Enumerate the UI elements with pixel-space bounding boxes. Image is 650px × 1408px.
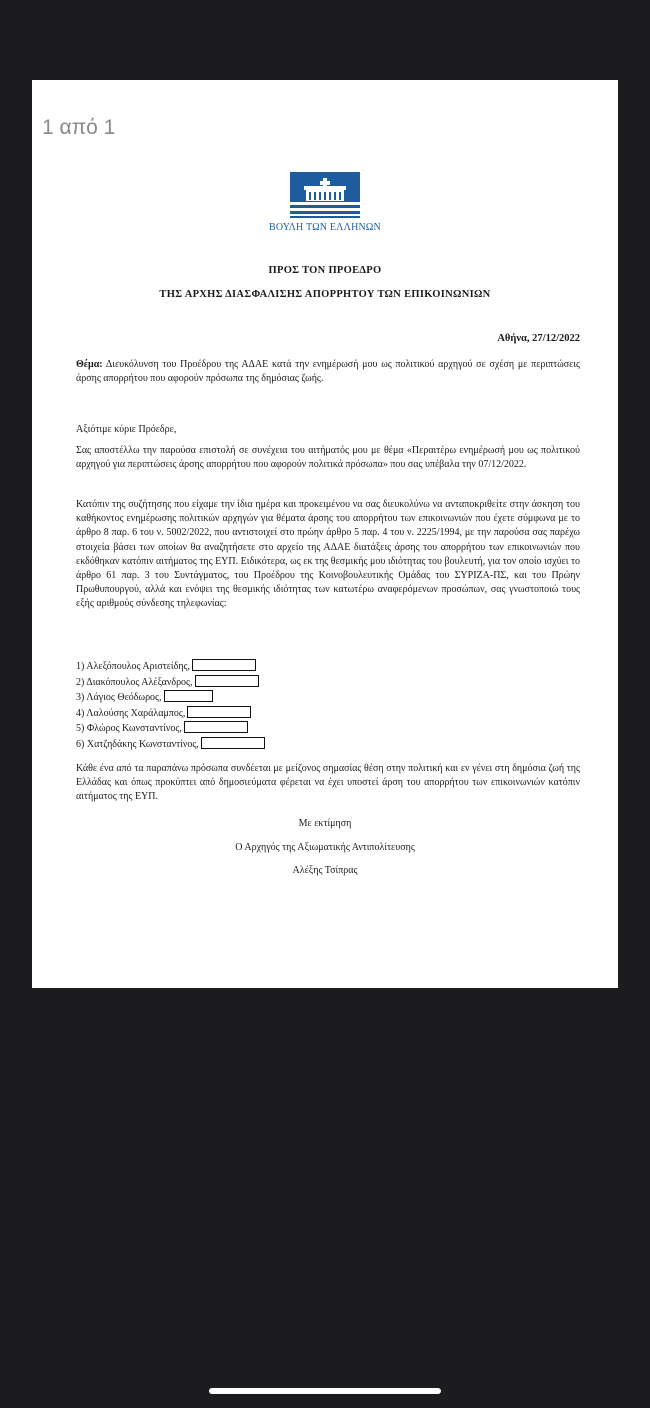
home-indicator[interactable] <box>209 1388 441 1394</box>
page-counter: 1 από 1 <box>42 116 116 139</box>
list-number: 3) <box>76 692 85 704</box>
list-number: 5) <box>76 723 85 735</box>
list-name: Λάγιος Θεόδωρος, <box>86 692 162 704</box>
redaction-box <box>184 721 248 733</box>
list-name: Λαλούσης Χαράλαμπος, <box>86 707 186 719</box>
list-name: Διακόπουλος Αλέξανδρος, <box>86 676 193 688</box>
subject-text: Διευκόλυνση του Προέδρου της ΑΔΑΕ κατά την ενημέρωσή μου ως πολιτικού αρχηγού σε σχέση με περιπτώσεις άρσης απορρήτου που αφορούν πρόσωπα της δημόσιας ζωής. <box>76 359 580 385</box>
subject-label: Θέμα: <box>76 359 103 370</box>
recipient-line-2: ΤΗΣ ΑΡΧΗΣ ΔΙΑΣΦΑΛΙΣΗΣ ΑΠΟΡΡΗΤΟΥ ΤΩΝ ΕΠΙΚΟΙΝΩΝΙΩΝ <box>159 289 491 300</box>
closing-salutation: Με εκτίμηση <box>298 818 352 829</box>
list-item <box>76 737 265 753</box>
list-name: Φλώρος Κωνσταντίνος, <box>86 723 182 735</box>
paragraph-3: Κάθε ένα από τα παραπάνω πρόσωπα συνδέεται με μείζονος σημασίας θέση στην πολιτική και εν γένει στη δημόσια ζωή της Ελλάδας και όπως προκύπτει από δημοσιεύματα φέρεται να έχει υποστεί άρση του απορρήτου των επικοινωνιών κατόπιν αιτήματος της ΕΥΠ. <box>76 763 580 803</box>
list-name: Χατζηδάκης Κωνσταντίνος, <box>86 738 199 750</box>
paragraph-1: Σας αποστέλλω την παρούσα επιστολή σε συνέχεια του αιτήματός μου με θέμα «Περαιτέρω ενημέρωσή μου ως πολιτικού αρχηγού για περιπτώσεις άρσης απορρήτου που αφορούν πολιτικά πρόσωπα» που σας υπέβαλα την 07/12/2022. <box>76 445 580 471</box>
redaction-box <box>164 690 213 702</box>
list-item <box>76 706 265 722</box>
recipient-line-1: ΠΡΟΣ ΤΟΝ ΠΡΟΕΔΡΟ <box>268 265 382 276</box>
list-item <box>76 690 265 706</box>
list-item <box>76 721 265 737</box>
subject-line <box>76 358 580 386</box>
paragraph-2: Κατόπιν της συζήτησης που είχαμε την ίδια ημέρα και προκειμένου να σας διευκολύνω να ανταποκριθείτε στην άσκηση του καθήκοντος ενημέρωσης πολιτικών αρχηγών για θέματα άρσης του απορρήτου των επικοινωνιών που έχετε σύμφωνα με το άρθρο 8 παρ. 6 του ν. 5002/2022, που αντιστοιχεί στο πρώην άρθρο 5 παρ. 4 του ν. 2225/1994, με την παρούσα σας παρέχω στοιχεία βάσει των οποίων θα αναζητήσετε στο αρχείο της ΑΔΑΕ διατάξεις άρσης του απορρήτου των επικοινωνιών που εκδόθηκαν κατόπιν αιτήματος της ΕΥΠ. Ειδικότερα, ως εκ της θεσμικής μου ιδιότητας του βουλευτή, για τον οποίο ισχύει το άρθρο 61 παρ. 3 του Συντάγματος, του Προέδρου της Κοινοβουλευτικής Ομάδας του ΣΥΡΙΖΑ-ΠΣ, και του Πρώην Πρωθυπουργού, αλλά και ενόψει της θεσμικής ιδιότητας των κατωτέρω αναφερόμενων προσώπων, σας γνωστοποιώ τους εξής αριθμούς σύνδεσης τηλεφωνίας: <box>76 499 580 610</box>
list-number: 6) <box>76 738 85 750</box>
redaction-box <box>192 659 256 671</box>
list-number: 1) <box>76 661 85 672</box>
redaction-box <box>201 737 265 749</box>
list-name: Αλεξόπουλος Αριστείδης, <box>86 661 191 672</box>
parliament-logo-icon <box>290 172 360 218</box>
redaction-box <box>187 706 251 718</box>
list-item <box>76 675 265 691</box>
letter-date: Αθήνα, 27/12/2022 <box>497 333 580 344</box>
signatory-name: Αλέξης Τσίπρας <box>292 865 358 876</box>
signatory-title: Ο Αρχηγός της Αξιωματικής Αντιπολίτευσης <box>235 842 415 853</box>
list-number: 4) <box>76 707 85 719</box>
redaction-box <box>195 675 259 687</box>
document-page <box>32 80 618 988</box>
phone-list <box>76 659 265 753</box>
greeting: Αξιότιμε κύριε Πρόεδρε, <box>76 424 177 435</box>
list-number: 2) <box>76 676 85 688</box>
parliament-name: ΒΟΥΛΗ ΤΩΝ ΕΛΛΗΝΩΝ <box>269 222 381 233</box>
list-item <box>76 659 265 675</box>
